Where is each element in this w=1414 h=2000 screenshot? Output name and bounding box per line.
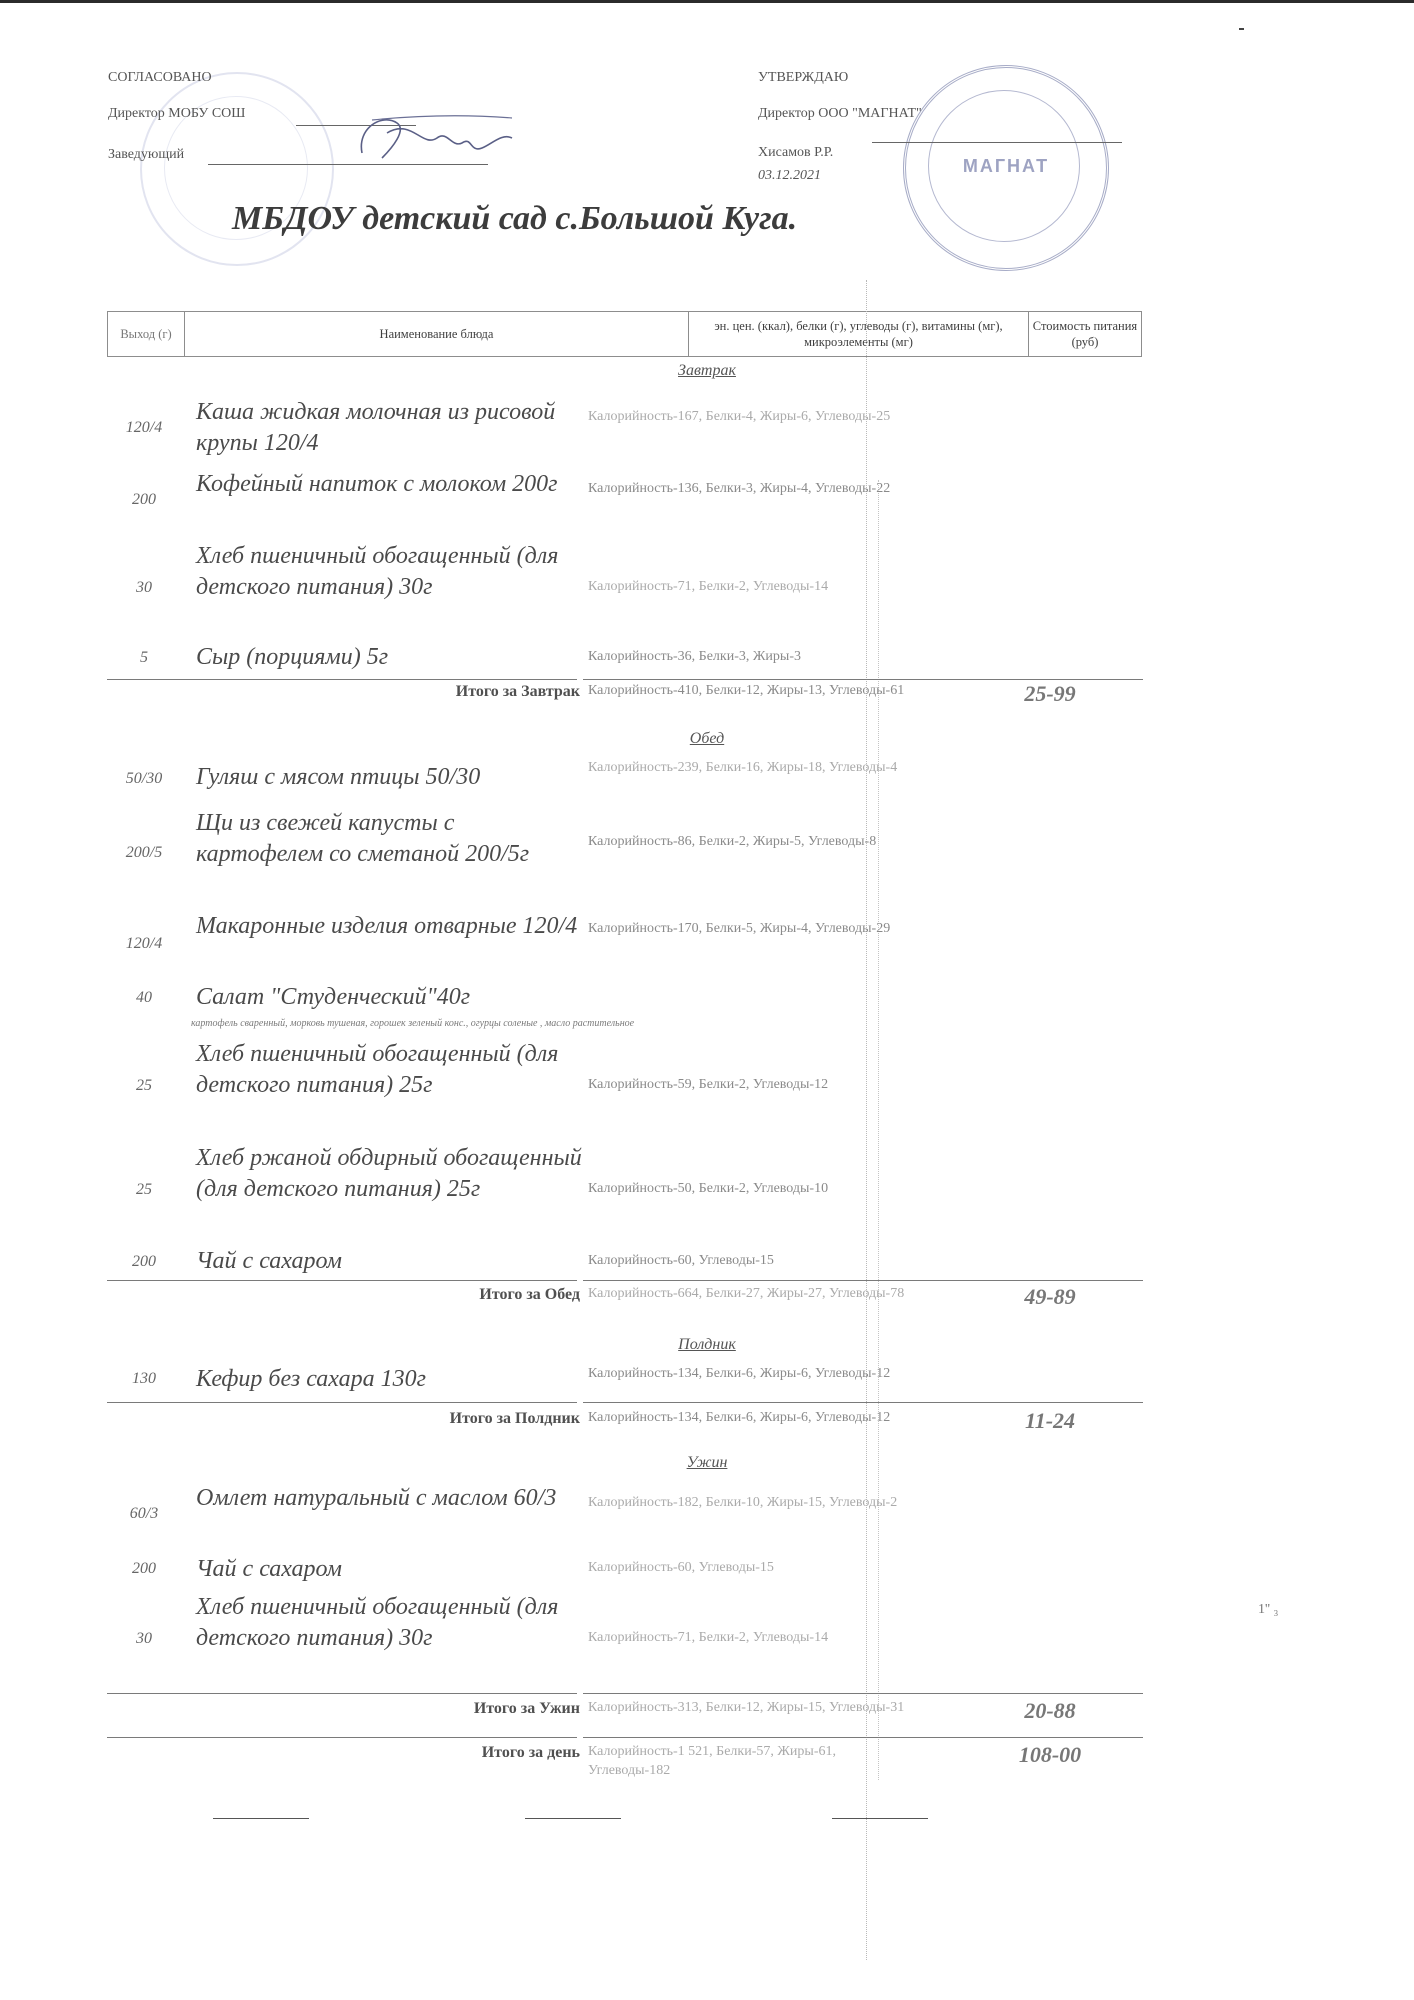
divider <box>107 1280 577 1281</box>
total-cost: 49-89 <box>1024 1284 1076 1309</box>
total-cost: 20-88 <box>1024 1698 1076 1723</box>
person-right: Хисамов Р.Р. <box>758 145 834 160</box>
section-title-snack: Полдник <box>678 1336 736 1353</box>
column-name: Наименование блюда <box>184 312 688 356</box>
dish-name: Каша жидкая молочная из рисовой крупы 120/4 <box>196 399 556 456</box>
seal-text: МАГНАТ <box>962 156 1050 176</box>
divider <box>107 679 577 680</box>
output-cell: 120/4 <box>125 419 163 436</box>
dish-name: Хлеб пшеничный обогащенный (для детского питания) 30г <box>196 1594 559 1651</box>
dish-name: Сыр (порциями) 5г <box>196 644 389 670</box>
nutrition-cell: Калорийность-59, Белки-2, Углеводы-12 <box>588 1077 829 1092</box>
total-label: Итого за Обед <box>479 1286 580 1303</box>
nutrition-cell: Калорийность-71, Белки-2, Углеводы-14 <box>588 579 829 594</box>
director-right: Директор ООО "МАГНАТ" <box>758 106 922 121</box>
output-cell: 30 <box>136 1630 152 1647</box>
footer-signature-line <box>832 1818 928 1819</box>
output-cell: 200 <box>132 491 156 508</box>
director-left: Директор МОБУ СОШ <box>108 106 246 121</box>
divider <box>583 1280 1143 1281</box>
dish-name: Кофейный напиток с молоком 200г <box>196 471 558 497</box>
dish-name: Чай с сахаром <box>196 1556 342 1582</box>
total-label: Итого за Полдник <box>449 1410 580 1427</box>
dish-name: Кефир без сахара 130г <box>196 1366 426 1392</box>
scan-speck <box>1239 28 1244 30</box>
divider <box>583 1693 1143 1694</box>
divider <box>583 679 1143 680</box>
divider <box>107 1693 577 1694</box>
nutrition-cell: Калорийность-167, Белки-4, Жиры-6, Углеводы-25 <box>588 409 891 424</box>
dish-name: Щи из свежей капусты с картофелем со сметаной 200/5г <box>196 810 530 867</box>
handwritten-signature <box>352 108 522 168</box>
output-cell: 50/30 <box>125 770 163 787</box>
nutrition-cell: Калорийность-86, Белки-2, Жиры-5, Углеводы-8 <box>588 834 877 849</box>
nutrition-cell: Калорийность-170, Белки-5, Жиры-4, Углеводы-29 <box>588 921 891 936</box>
output-cell: 200 <box>132 1253 156 1270</box>
footer-signature-line <box>213 1818 309 1819</box>
column-output: Выход (г) <box>120 327 172 341</box>
total-label: Итого за Ужин <box>473 1700 580 1717</box>
nutrition-cell: Калорийность-50, Белки-2, Углеводы-10 <box>588 1181 829 1196</box>
manager-left: Заведующий <box>108 147 185 162</box>
dish-name: Хлеб ржаной обдирный обогащенный (для детского питания) 25г <box>196 1145 582 1202</box>
column-cost: Стоимость питания (руб) <box>1028 312 1141 356</box>
dish-name: Хлеб пшеничный обогащенный (для детского питания) 25г <box>196 1041 559 1098</box>
total-nutrition: Калорийность-134, Белки-6, Жиры-6, Углеводы-12 <box>588 1410 891 1425</box>
total-cost: 11-24 <box>1024 1408 1076 1433</box>
scan-mark: 1'' ₃ <box>1258 1602 1279 1617</box>
total-nutrition: Калорийность-313, Белки-12, Жиры-15, Углеводы-31 <box>588 1700 905 1715</box>
total-cost: 25-99 <box>1024 681 1076 706</box>
signature-line-3 <box>872 142 1122 143</box>
day-total-nutrition: Калорийность-1 521, Белки-57, Жиры-61, Углеводы-182 <box>588 1744 836 1778</box>
footer-signature-line <box>525 1818 621 1819</box>
output-cell: 200/5 <box>125 844 163 861</box>
scan-fold-mark <box>878 480 880 1780</box>
nutrition-cell: Калорийность-60, Углеводы-15 <box>588 1560 774 1575</box>
output-cell: 120/4 <box>125 935 163 952</box>
output-cell: 25 <box>136 1181 152 1198</box>
date-right: 03.12.2021 <box>758 168 821 183</box>
total-nutrition: Калорийность-664, Белки-27, Жиры-27, Углеводы-78 <box>588 1286 905 1301</box>
nutrition-cell: Калорийность-71, Белки-2, Углеводы-14 <box>588 1630 829 1645</box>
output-cell: 200 <box>132 1560 156 1577</box>
nutrition-cell: Калорийность-182, Белки-10, Жиры-15, Углеводы-2 <box>588 1495 898 1510</box>
approved-left: СОГЛАСОВАНО <box>108 70 212 85</box>
section-title-breakfast: Завтрак <box>678 362 736 379</box>
scan-edge <box>0 0 1414 3</box>
dish-name: Макаронные изделия отварные 120/4 <box>196 913 578 939</box>
dish-name: Чай с сахаром <box>196 1248 342 1274</box>
divider <box>107 1402 577 1403</box>
nutrition-cell: Калорийность-60, Углеводы-15 <box>588 1253 774 1268</box>
stamp-seal-right <box>903 65 1109 271</box>
day-total-label: Итого за день <box>481 1744 580 1761</box>
dish-name: Гуляш с мясом птицы 50/30 <box>196 764 481 790</box>
total-nutrition: Калорийность-410, Белки-12, Жиры-13, Углеводы-61 <box>588 683 905 698</box>
section-title-dinner: Ужин <box>686 1454 728 1471</box>
page-title: МБДОУ детский сад с.Большой Куга. <box>232 200 798 237</box>
column-nutrition: эн. цен. (ккал), белки (г), углеводы (г), витамины (мг), микроэлементы (мг) <box>688 312 1028 356</box>
output-cell: 5 <box>140 649 148 666</box>
dish-name: Салат "Студенческий"40г <box>196 984 471 1010</box>
dish-ingredients-note: картофель сваренный, морковь тушеная, горошек зеленый конс., огурцы соленые , масло растительное <box>191 1018 635 1029</box>
output-cell: 25 <box>136 1077 152 1094</box>
output-cell: 60/3 <box>129 1505 159 1522</box>
divider <box>107 1737 577 1738</box>
nutrition-cell: Калорийность-136, Белки-3, Жиры-4, Углеводы-22 <box>588 481 891 496</box>
nutrition-cell: Калорийность-134, Белки-6, Жиры-6, Углеводы-12 <box>588 1366 891 1381</box>
day-total-cost: 108-00 <box>1018 1742 1082 1767</box>
dish-name: Омлет натуральный с маслом 60/3 <box>196 1485 557 1511</box>
output-cell: 40 <box>136 989 152 1006</box>
output-cell: 130 <box>132 1370 156 1387</box>
divider <box>583 1402 1143 1403</box>
total-label: Итого за Завтрак <box>455 683 580 700</box>
output-cell: 30 <box>136 579 152 596</box>
section-title-lunch: Обед <box>689 730 725 747</box>
nutrition-cell: Калорийность-36, Белки-3, Жиры-3 <box>588 649 801 664</box>
table-header <box>107 311 1142 357</box>
dish-name: Хлеб пшеничный обогащенный (для детского питания) 30г <box>196 543 559 600</box>
nutrition-cell: Калорийность-239, Белки-16, Жиры-18, Углеводы-4 <box>588 760 898 775</box>
approved-right: УТВЕРЖДАЮ <box>758 70 849 85</box>
divider <box>583 1737 1143 1738</box>
